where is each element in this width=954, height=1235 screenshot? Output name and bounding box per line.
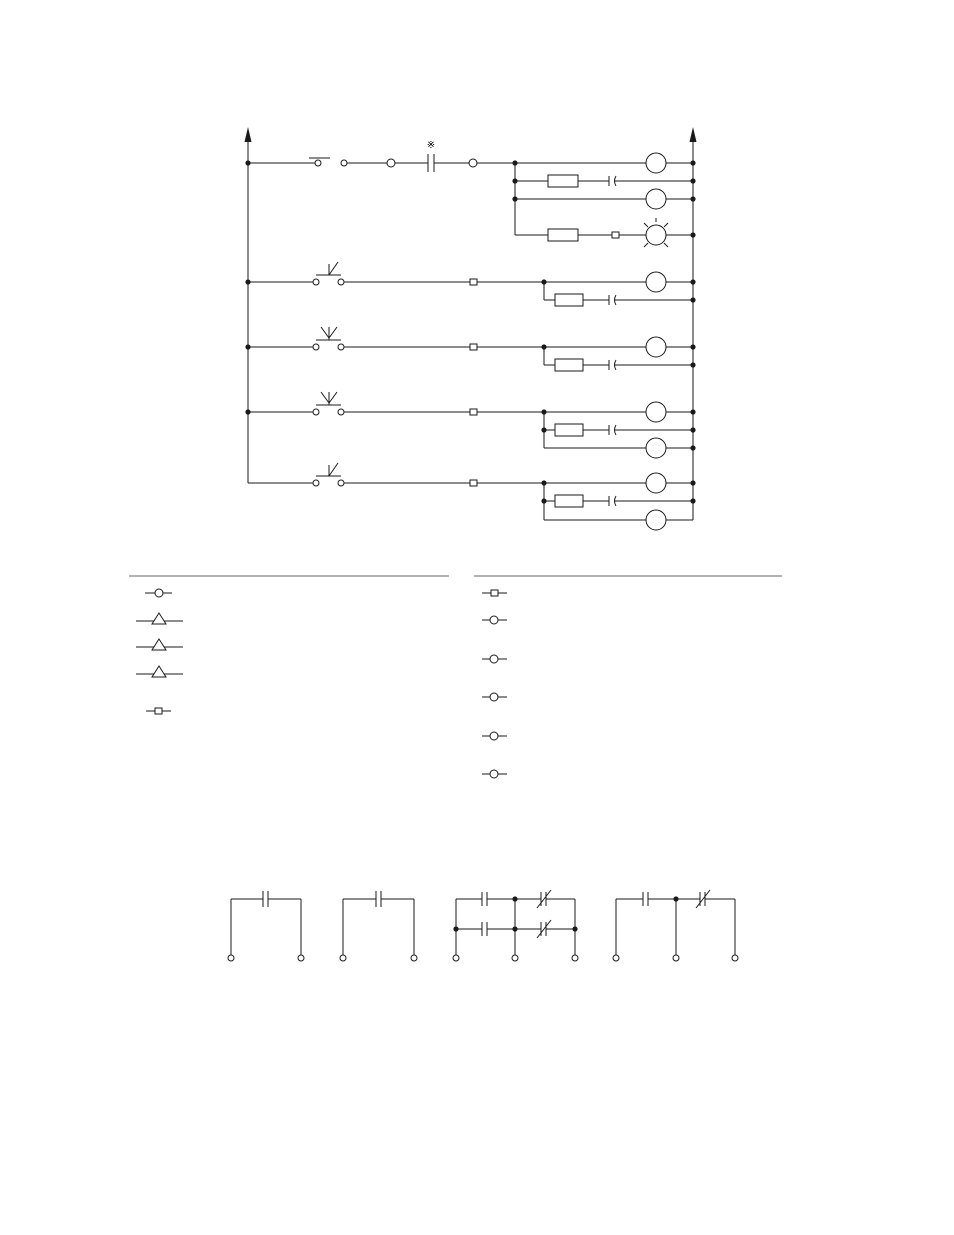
terminal-block-icon: [470, 279, 477, 285]
coil-icon: [646, 510, 666, 530]
contact-circuit-d: [613, 890, 738, 961]
rung-2: [245, 262, 695, 306]
coil-icon: [646, 189, 666, 209]
terminal-icon: [490, 693, 498, 701]
terminal-icon: [387, 159, 395, 167]
legend-terminal-symbol: [145, 589, 172, 597]
resistor-icon: [555, 495, 583, 507]
terminal-icon: [469, 159, 477, 167]
legend-triangle-symbol: [136, 639, 183, 650]
rung-5: [248, 463, 696, 530]
terminal-icon: [341, 160, 347, 166]
terminal-icon: [613, 955, 619, 961]
triangle-icon: [152, 666, 166, 677]
terminal-block-icon: [470, 480, 477, 486]
legend-triangle-symbol: [136, 613, 183, 624]
legend-terminal-block-symbol: [482, 590, 507, 596]
terminal-block-icon: [491, 590, 498, 596]
terminal-icon: [490, 770, 498, 778]
legend-terminal-symbol: [482, 770, 507, 778]
terminal-icon: [453, 955, 459, 961]
ladder-diagram: [245, 127, 697, 530]
fuse-icon: [155, 708, 162, 714]
coil-icon: [646, 153, 666, 173]
legend-terminal-symbol: [482, 732, 507, 740]
contact-circuit-c: [453, 890, 578, 961]
pushbutton-icon: [316, 392, 341, 405]
coil-icon: [646, 402, 666, 422]
coil-icon: [646, 337, 666, 357]
terminal-icon: [340, 955, 346, 961]
contact-circuit-b: [340, 891, 417, 961]
pushbutton-icon: [316, 463, 341, 476]
triangle-icon: [152, 639, 166, 650]
legend-triangle-symbol: [136, 666, 183, 677]
resistor-icon: [555, 424, 583, 436]
resistor-icon: [555, 359, 583, 371]
legend-left-column: [136, 589, 183, 714]
left-rail-arrow-icon: [245, 127, 252, 142]
right-rail-arrow-icon: [690, 127, 697, 142]
legend-fuse-symbol: [146, 708, 171, 714]
fuse-icon: [612, 232, 619, 238]
terminal-block-icon: [470, 409, 477, 415]
coil-icon: [646, 438, 666, 458]
resistor-icon: [548, 175, 578, 187]
terminal-icon: [411, 955, 417, 961]
rung-3: [245, 327, 695, 371]
rung-4: [245, 392, 695, 458]
terminal-icon: [732, 955, 738, 961]
terminal-icon: [298, 955, 304, 961]
rung-1: [245, 140, 695, 247]
pushbutton-icon: [316, 327, 341, 340]
terminal-icon: [228, 955, 234, 961]
legend-right-column: [482, 590, 507, 778]
legend-terminal-symbol: [482, 693, 507, 701]
pushbutton-icon: [316, 262, 341, 275]
lamp-icon: [644, 218, 668, 247]
terminal-icon: [512, 955, 518, 961]
terminal-icon: [490, 655, 498, 663]
resistor-icon: [548, 229, 578, 241]
terminal-icon: [490, 616, 498, 624]
legend-terminal-symbol: [482, 616, 507, 624]
legend: [129, 576, 782, 778]
resistor-icon: [555, 294, 583, 306]
contact-circuits: [228, 890, 738, 961]
annotation-mark: ※: [426, 140, 436, 151]
triangle-icon: [152, 613, 166, 624]
terminal-block-icon: [470, 344, 477, 350]
legend-terminal-symbol: [482, 655, 507, 663]
terminal-icon: [490, 732, 498, 740]
terminal-icon: [315, 160, 321, 166]
terminal-icon: [155, 589, 163, 597]
terminal-icon: [572, 955, 578, 961]
terminal-icon: [673, 955, 679, 961]
coil-icon: [646, 272, 666, 292]
contact-circuit-a: [228, 891, 304, 961]
coil-icon: [646, 473, 666, 493]
